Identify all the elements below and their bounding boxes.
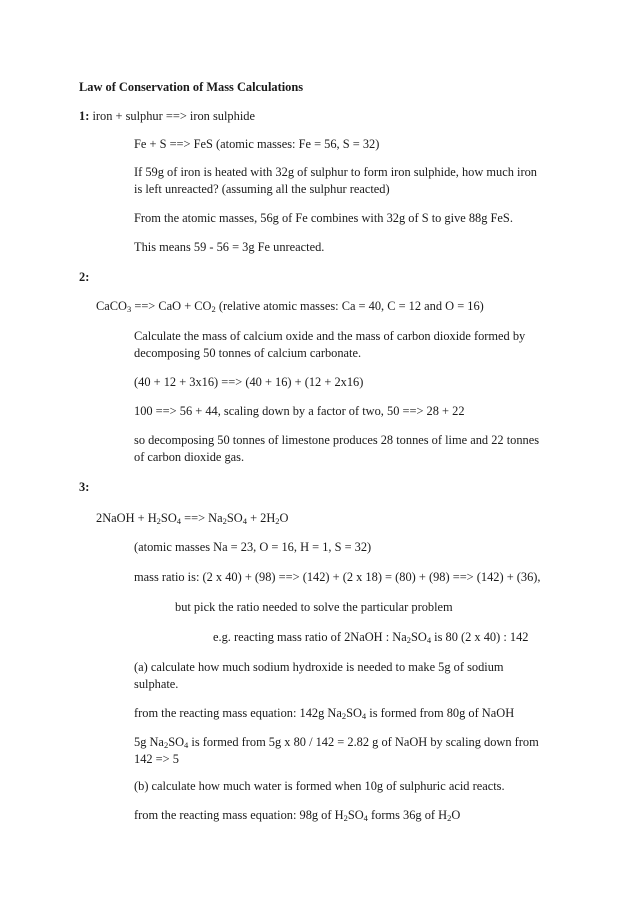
q2-step-2: 100 ==> 56 + 44, scaling down by a factor of two, 50 ==> 28 + 22 xyxy=(134,404,465,418)
q2-step-1: (40 + 12 + 3x16) ==> (40 + 16) + (12 + 2x16) xyxy=(134,375,364,389)
eq-part: O xyxy=(279,511,289,525)
q1-problem-line-2: is left unreacted? (assuming all the sulphur reacted) xyxy=(134,182,390,196)
q3-mass-ratio: mass ratio is: (2 x 40) + (98) ==> (142) + (2 x 18) = (80) + (98) ==> (142) + (36), xyxy=(134,570,541,584)
subscript: 4 xyxy=(363,813,368,823)
subscript: 2 xyxy=(163,740,169,750)
eq-part: SO xyxy=(410,630,427,644)
q3-part-a-line-2: sulphate. xyxy=(134,677,179,691)
q2-problem-line-2: decomposing 50 tonnes of calcium carbonate. xyxy=(134,346,362,360)
subscript: 2 xyxy=(211,304,216,314)
eq-part: SO xyxy=(346,706,362,720)
subscript: 2 xyxy=(343,813,348,823)
q3-part-a-line-1: (a) calculate how much sodium hydroxide is needed to make 5g of sodium xyxy=(134,660,504,674)
eq-part: e.g. reacting mass ratio of 2NaOH : Na xyxy=(213,630,407,644)
subscript: 4 xyxy=(361,711,367,721)
eq-part: SO xyxy=(226,511,243,525)
eq-part: is formed from 80g of NaOH xyxy=(366,706,515,720)
eq-part: is 80 (2 x 40) : 142 xyxy=(431,630,529,644)
eq-part: is formed from 5g x 80 / 142 = 2.82 g of NaOH by scaling down from xyxy=(188,735,539,749)
eq-part: forms 36g of H xyxy=(367,808,448,822)
q3-example-ratio xyxy=(213,628,528,646)
subscript: 4 xyxy=(176,516,182,526)
eq-part: ==> Na xyxy=(181,511,223,525)
eq-part: + 2H xyxy=(246,511,276,525)
q3-equation xyxy=(96,509,289,527)
q2-step-3-line-1: so decomposing 50 tonnes of limestone produces 28 tonnes of lime and 22 tonnes xyxy=(134,433,540,447)
q2-problem-line-1: Calculate the mass of calcium oxide and the mass of carbon dioxide formed by xyxy=(134,329,526,343)
eq-part: SO xyxy=(160,511,177,525)
q3-pick-ratio: but pick the ratio needed to solve the particular problem xyxy=(175,600,453,614)
subscript: 4 xyxy=(242,516,247,526)
question-1-heading xyxy=(79,107,255,125)
q3-atomic-masses: (atomic masses Na = 23, O = 16, H = 1, S = 32) xyxy=(134,540,372,554)
q1-equation: Fe + S ==> FeS (atomic masses: Fe = 56, S = 32) xyxy=(134,137,380,151)
question-number: 1: xyxy=(79,109,90,123)
eq-part: SO xyxy=(347,808,364,822)
subscript: 2 xyxy=(406,635,411,645)
subscript: 4 xyxy=(184,740,189,750)
q1-step-1: From the atomic masses, 56g of Fe combines with 32g of S to give 88g FeS. xyxy=(134,211,513,225)
q3-part-a-step-2-line-1 xyxy=(134,733,539,751)
q2-step-3-line-2: of carbon dioxide gas. xyxy=(134,450,245,464)
document-title: Law of Conservation of Mass Calculations xyxy=(79,80,304,94)
eq-part: from the reacting mass equation: 98g of H xyxy=(134,808,344,822)
subscript: 2 xyxy=(156,516,161,526)
eq-part: 5g Na xyxy=(134,735,164,749)
subscript: 2 xyxy=(222,516,227,526)
question-heading-text: iron + sulphur ==> iron sulphide xyxy=(92,109,255,123)
q3-part-a-step-1 xyxy=(134,704,514,722)
question-3-number: 3: xyxy=(79,480,90,494)
q3-part-b: (b) calculate how much water is formed when 10g of sulphuric acid reacts. xyxy=(134,779,505,793)
eq-part: from the reacting mass equation: 142g Na xyxy=(134,706,342,720)
subscript: 3 xyxy=(126,304,132,314)
eq-part: (relative atomic masses: Ca = 40, C = 12 and O = 16) xyxy=(215,299,484,313)
q1-problem-line-1: If 59g of iron is heated with 32g of sulphur to form iron sulphide, how much iron xyxy=(134,165,537,179)
eq-part: 2NaOH + H xyxy=(96,511,157,525)
eq-part: CaCO xyxy=(96,299,127,313)
subscript: 2 xyxy=(275,516,280,526)
eq-part: ==> CaO + CO xyxy=(131,299,212,313)
q3-part-a-step-2-line-2: 142 => 5 xyxy=(134,752,179,766)
eq-part: O xyxy=(451,808,461,822)
subscript: 2 xyxy=(341,711,347,721)
q3-part-b-step-1 xyxy=(134,806,460,824)
subscript: 4 xyxy=(426,635,432,645)
q1-step-2: This means 59 - 56 = 3g Fe unreacted. xyxy=(134,240,325,254)
question-2-number: 2: xyxy=(79,270,90,284)
subscript: 2 xyxy=(447,813,452,823)
q2-equation xyxy=(96,297,484,315)
eq-part: SO xyxy=(168,735,185,749)
